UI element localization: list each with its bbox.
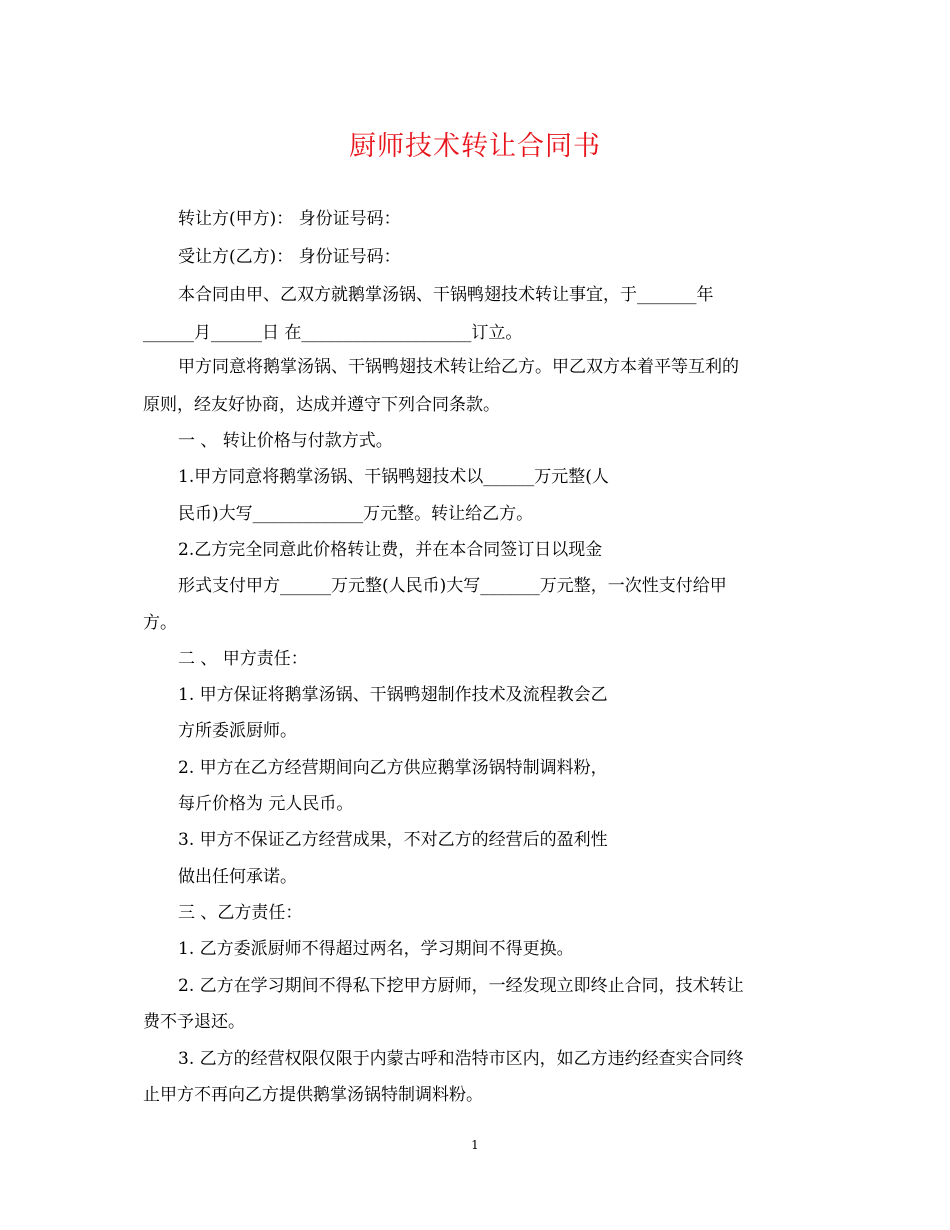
clause-line: 民币)大写_____________万元整。转让给乙方。 [178,504,534,524]
clause-line: 1. 乙方委派厨师不得超过两名，学习期间不得更换。 [178,939,574,959]
clause-line: 3. 乙方的经营权限仅限于内蒙古呼和浩特市区内，如乙方违约经查实合同终 [178,1049,744,1069]
party-b-line: 受让方(乙方)： 身份证号码： [178,247,401,267]
clause-line: 方。 [143,613,177,633]
section-heading: 二 、 甲方责任： [178,649,308,669]
clause-line: 形式支付甲方______万元整(人民币)大写_______万元整，一次性支付给甲 [178,576,727,596]
clause-line: 做出任何承诺。 [178,867,297,887]
clause-line: 2. 乙方在学习期间不得私下挖甲方厨师，一经发现立即终止合同，技术转让 [178,976,744,996]
section-heading: 一 、 转让价格与付款方式。 [178,431,393,451]
clause-line: 费不予退还。 [143,1012,245,1032]
clause-line: 2.乙方完全同意此价格转让费，并在本合同签订日以现金 [178,540,603,560]
clause-line: 2. 甲方在乙方经营期间向乙方供应鹅掌汤锅特制调料粉， [178,758,608,778]
page-title: 厨师技术转让合同书 [349,131,601,162]
section-heading: 三 、乙方责任： [178,903,303,923]
clause-line: 3. 甲方不保证乙方经营成果，不对乙方的经营后的盈利性 [178,830,608,850]
paragraph-line: ______月______日 在____________________订立。 [143,323,523,343]
party-a-line: 转让方(甲方)： 身份证号码： [178,209,401,229]
clause-line: 每斤价格为 元人民币。 [178,794,354,814]
paragraph-line: 本合同由甲、乙双方就鹅掌汤锅、干锅鸭翅技术转让事宜，于_______年 [178,285,714,305]
paragraph-line: 原则，经友好协商，达成并遵守下列合同条款。 [143,395,500,415]
clause-line: 方所委派厨师。 [178,721,297,741]
clause-line: 1.甲方同意将鹅掌汤锅、干锅鸭翅技术以______万元整(人 [178,467,609,487]
paragraph-line: 甲方同意将鹅掌汤锅、干锅鸭翅技术转让给乙方。甲乙双方本着平等互利的 [178,357,739,377]
clause-line: 1. 甲方保证将鹅掌汤锅、干锅鸭翅制作技术及流程教会乙 [178,685,608,705]
clause-line: 止甲方不再向乙方提供鹅掌汤锅特制调料粉。 [143,1085,483,1105]
page-number: 1 [471,1138,479,1152]
